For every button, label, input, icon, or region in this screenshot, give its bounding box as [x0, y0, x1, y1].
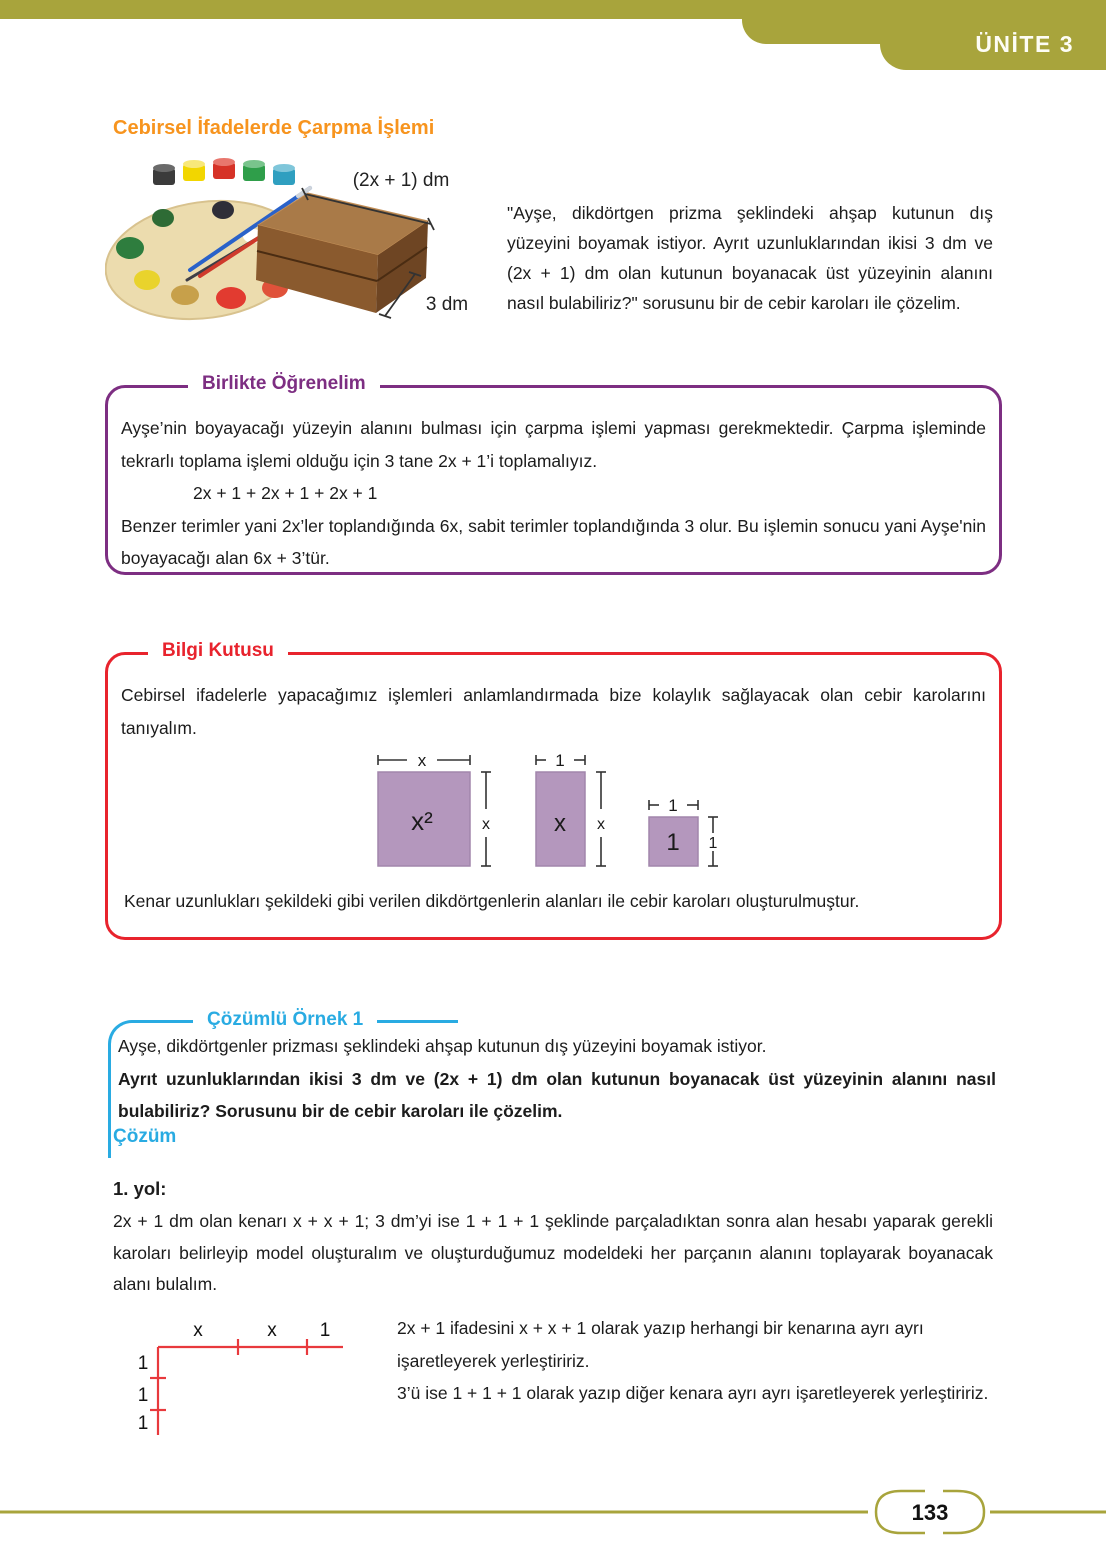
axis-side-label-2: 1 — [137, 1385, 149, 1406]
axis-top-label-1: x — [193, 1320, 203, 1341]
page-number: 133 — [911, 1500, 949, 1525]
solved-example-section — [108, 1009, 1000, 1168]
unit-label: ÜNİTE 3 — [975, 31, 1074, 57]
bilgi-paragraph: Cebirsel ifadelerle yapacağımız işlemleri anlamlandırmada bize kolaylık sağlayacak olan cebir karolarını tanıyalım. — [121, 685, 986, 738]
axis-side-label-3: 1 — [137, 1413, 149, 1434]
solution-label: Çözüm — [113, 1126, 177, 1147]
tile-one-height-label: 1 — [708, 835, 718, 852]
intro-paragraph: "Ayşe, dikdörtgen prizma şeklindeki ahşap kutunun dış yüzeyini boyamak istiyor. Ayrıt uzunluklarından ikisi 3 dm ve (2x + 1) dm olan kutunun boyanacak üst yüzeyinin alanını nasıl bulabiliriz?" sorusunu bir de cebir karoları ile çözelim. — [507, 202, 993, 313]
birlikte-ogrenelim-title: Birlikte Öğrenelim — [188, 373, 380, 395]
unit-tab — [880, 0, 1106, 70]
tile-one-label: 1 — [666, 829, 680, 856]
box-side-dimension-label: 3 dm — [425, 294, 469, 315]
method-section — [113, 1178, 993, 1301]
axis-side-label-1: 1 — [137, 1353, 149, 1374]
paint-pots — [153, 158, 295, 185]
tile-x — [536, 751, 606, 866]
page-footer — [0, 1484, 1106, 1544]
algebra-tiles-diagram — [333, 740, 793, 900]
diagram-note-2: 3’ü ise 1 + 1 + 1 olarak yazıp diğer kenara ayrı ayrı işaretleyerek yerleştiririz. — [397, 1383, 989, 1403]
tile-x-squared-label: x² — [411, 806, 433, 836]
axis-top-label-2: x — [267, 1320, 277, 1341]
method-title: 1. yol: — [113, 1178, 167, 1199]
tile-x-squared-width-label: x — [417, 751, 427, 770]
birlikte-paragraph-1: Ayşe’nin boyayacağı yüzeyin alanını bulması için çarpma işlemi yapması gerekmektedir. Çarpma işleminde tekrarlı toplama işlemi olduğu için 3 tane 2x + 1’i toplamalıyız. — [121, 418, 986, 471]
tile-x-height-label: x — [597, 816, 605, 833]
birlikte-ogrenelim-box — [105, 373, 1002, 575]
method-paragraph: 2x + 1 dm olan kenarı x + x + 1; 3 dm’yi ise 1 + 1 + 1 şeklinde parçaladıktan sonra alan hesabı yaparak gerekli karoları belirleyip model oluşturalım ve oluşturduğumuz modeldeki her parçanın alanını toplayarak boyanacak alanı bulalım. — [113, 1211, 993, 1294]
bilgi-kutusu-title: Bilgi Kutusu — [148, 640, 288, 662]
example-line-2: Ayrıt uzunluklarından ikisi 3 dm ve (2x + 1) dm olan kutunun boyanacak üst yüzeyinin alanını nasıl bulabiliriz? Sorusunu bir de cebir karoları ile çözelim. — [118, 1068, 996, 1121]
model-axes-diagram — [130, 1300, 390, 1450]
tile-one — [649, 796, 718, 866]
birlikte-paragraph-2: Benzer terimler yani 2x’ler toplandığında 6x, sabit terimler toplandığında 3 olur. Bu işlemin sonucu yani Ayşe'nin boyayacağı alan 6x + 3’tür. — [121, 515, 986, 568]
tile-x-squared-height-label: x — [482, 816, 490, 833]
diagram-note-1: 2x + 1 ifadesini x + x + 1 olarak yazıp herhangi bir kenarına ayrı ayrı işaretleyerek yerleştiririz. — [397, 1318, 924, 1371]
page-number-capsule-right — [943, 1491, 984, 1533]
bilgi-footer-text: Kenar uzunlukları şekildeki gibi verilen dikdörtgenlerin alanları ile cebir karoları oluşturulmuştur. — [124, 891, 860, 911]
page-title: Cebirsel İfadelerde Çarpma İşlemi — [113, 117, 435, 140]
example-title: Çözümlü Örnek 1 — [193, 1009, 377, 1031]
example-line-1: Ayşe, dikdörtgenler prizması şeklindeki ahşap kutunun dış yüzeyini boyamak istiyor. — [118, 1036, 767, 1056]
axis-top-label-3: 1 — [319, 1320, 331, 1341]
axes-lines — [150, 1339, 343, 1435]
diagram-explanation — [397, 1312, 989, 1410]
box-top-dimension-label: (2x + 1) dm — [352, 170, 450, 191]
bilgi-kutusu-box — [105, 640, 1002, 940]
tile-x-label: x — [554, 810, 566, 837]
tile-x-width-label: 1 — [555, 751, 565, 770]
tile-x-squared — [378, 751, 491, 866]
birlikte-equation: 2x + 1 + 2x + 1 + 2x + 1 — [193, 483, 378, 503]
tile-one-width-label: 1 — [668, 796, 678, 815]
